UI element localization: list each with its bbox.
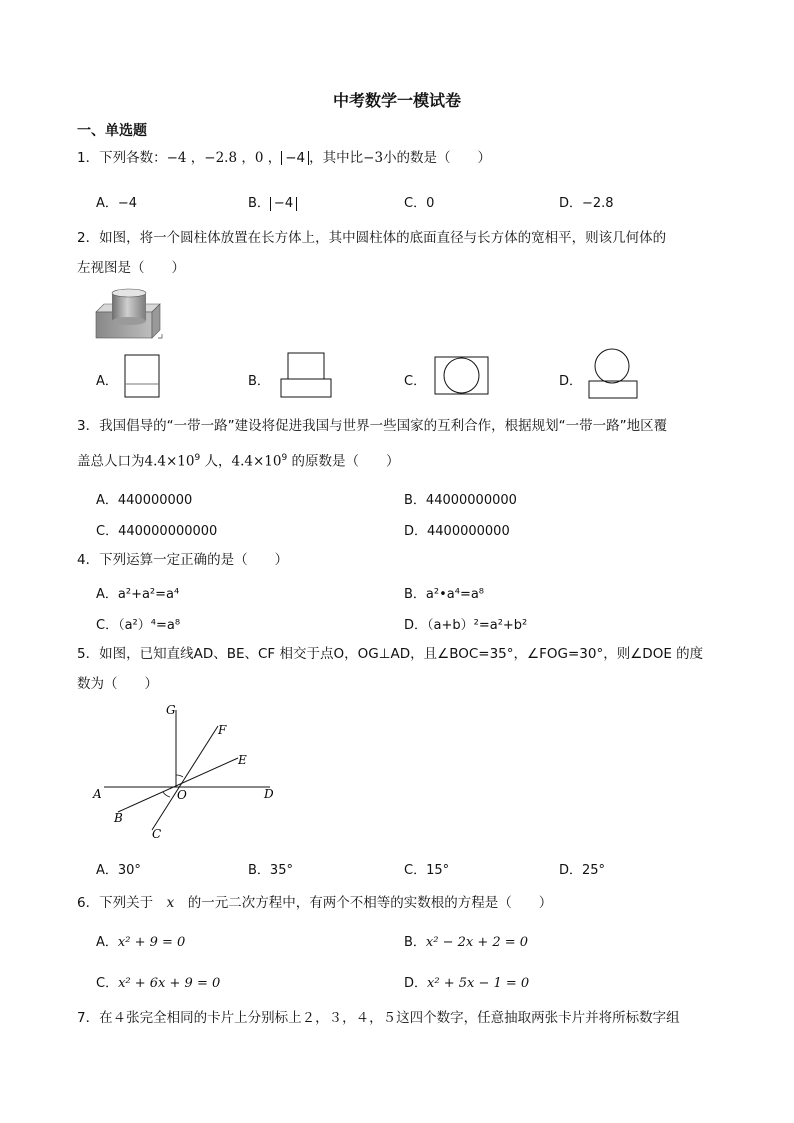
- section-heading: 一、单选题: [77, 123, 147, 139]
- q1-option-d: D．−2.8: [559, 196, 614, 211]
- q4-option-d: D．（a+b）²=a²+b²: [404, 618, 528, 633]
- q2-figure-solid: [88, 288, 168, 343]
- q4-option-c: C．（a²）⁴=a⁸: [96, 618, 181, 633]
- q5-option-c: C．15°: [404, 863, 450, 878]
- q2-option-d-figure: [586, 348, 640, 400]
- question-2-line1: 2．如图，将一个圆柱体放置在长方体上，其中圆柱体的底面直径与长方体的宽相平，则该几何体的: [77, 230, 667, 246]
- q3-option-c: C．440000000000: [96, 524, 218, 539]
- question-1-stem: 1．下列各数：−4 ，−2.8 ，0 ， −4 ，其中比−3小的数是（ ）: [77, 150, 492, 166]
- q5-option-b: B．35°: [248, 863, 293, 878]
- question-7-line1: 7．在４张完全相同的卡片上分别标上２，３，４，５这四个数字，任意抽取两张卡片并将所标数字组: [77, 1010, 680, 1026]
- label-g: G: [166, 703, 176, 717]
- q3-option-b: B．44000000000: [404, 493, 517, 508]
- page-title: 中考数学一模试卷: [332, 91, 461, 110]
- label-b: B: [114, 811, 123, 825]
- q2-option-c-figure: [434, 356, 490, 396]
- question-4-stem: 4．下列运算一定正确的是（ ）: [77, 552, 289, 568]
- label-e: E: [238, 753, 247, 767]
- q2-option-b-label: B．: [248, 374, 270, 389]
- q4-option-b: B．a²•a⁴=a⁸: [404, 587, 485, 602]
- label-o: O: [177, 788, 187, 802]
- q6-option-b: B．x² − 2x + 2 = 0: [404, 935, 529, 950]
- q2-option-a-figure: [124, 354, 162, 400]
- q5-option-d: D．25°: [559, 863, 606, 878]
- q2-option-c-label: C．: [404, 374, 427, 389]
- label-c: C: [152, 827, 162, 840]
- question-5-line2: 数为（ ）: [77, 676, 158, 692]
- label-d: D: [264, 787, 274, 801]
- q4-option-a: A．a²+a²=a⁴: [96, 587, 180, 602]
- q1-option-b: B． −4: [248, 192, 297, 211]
- question-2-line2: 左视图是（ ）: [77, 260, 185, 276]
- q6-option-d: D．x² + 5x − 1 = 0: [404, 976, 530, 991]
- label-a: A: [93, 787, 102, 801]
- question-3-line1: 3．我国倡导的“一带一路”建设将促进我国与世界一些国家的互利合作，根据规划“一带一路”地区覆: [77, 418, 668, 434]
- q6-option-c: C．x² + 6x + 9 = 0: [96, 976, 221, 991]
- q3-option-a: A．440000000: [96, 493, 193, 508]
- q6-option-a: A．x² + 9 = 0: [96, 935, 186, 950]
- q3-option-d: D．4400000000: [404, 524, 510, 539]
- q5-geometry-figure: [90, 700, 290, 840]
- q2-option-b-figure: [280, 352, 334, 400]
- absolute-value: −4: [281, 151, 309, 165]
- question-3-line2: 盖总人口为$4.4\times 10^9$ 人，$4.4\times 10^9$ 的原数是（ ）: [77, 453, 400, 470]
- q2-option-a-label: A．: [96, 374, 118, 389]
- q1-option-a: A．−4: [96, 196, 138, 211]
- question-5-line1: 5．如图，已知直线AD、BE、CF 相交于点O，OG⊥AD，且∠BOC=35°，∠FOG=30°，则∠DOE 的度: [77, 646, 704, 662]
- q2-option-d-label: D．: [559, 374, 583, 389]
- label-f: F: [218, 723, 227, 737]
- q1-option-c: C．0: [404, 196, 435, 211]
- question-6-stem: 6．下列关于 x 的一元二次方程中，有两个不相等的实数根的方程是（ ）: [77, 895, 553, 911]
- q5-option-a: A．30°: [96, 863, 141, 878]
